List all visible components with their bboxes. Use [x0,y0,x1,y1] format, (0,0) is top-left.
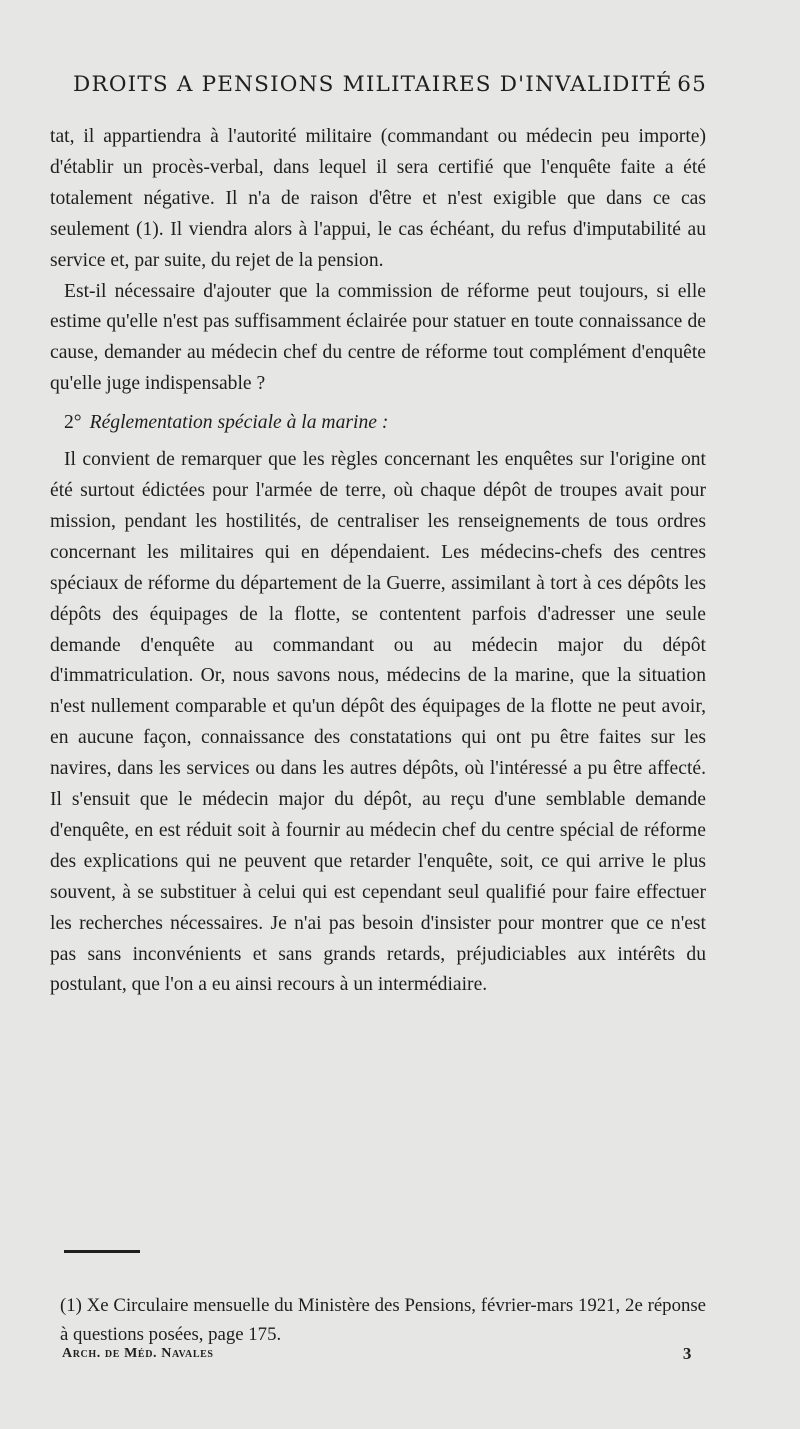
footnote: (1) Xe Circulaire mensuelle du Ministère des Pensions, février-mars 1921, 2e réponse à questions posées, page 175. [60,1294,706,1345]
paragraph-commission: Est-il nécessaire d'ajouter que la commission de réforme peut toujours, si elle estime qu'elle n'est pas suffisamment éclairée pour statuer en toute connaissance de cause, demander au médecin chef du centre de réforme tout complément d'enquête qu'elle juge indispensable ? [50,280,706,395]
section-number: 2° [64,412,82,434]
page-footer [62,1346,698,1362]
section-title: Réglementation spéciale à la marine : [89,412,389,434]
page-number: 65 [677,72,707,97]
journal-name: Arch. de Méd. Navales [62,1346,214,1361]
section-heading [50,408,706,439]
footnote-separator [64,1250,140,1253]
running-title: DROITS A PENSIONS MILITAIRES D'INVALIDITÉ [73,72,673,97]
paragraph-marine: Il convient de remarquer que les règles concernant les enquêtes sur l'origine ont été surtout édictées pour l'armée de terre, où chaque dépôt de troupes avait pour mission, pendant les hostilités, de centraliser les renseignements de tous ordres concernant les militaires qui en dépendaient. Les médecins-chefs des centres spéciaux de réforme du département de la Guerre, assimilant à tort à ces dépôts les dépôts des équipages de la flotte, se contentent parfois d'adresser une seule demande d'enquête au commandant ou au médecin major du dépôt d'immatriculation. Or, nous savons nous, médecins de la marine, que la situation n'est nullement comparable et qu'un dépôt des équipages de la flotte ne peut avoir, en aucune façon, connaissance des constatations qui ont pu être faites sur les navires, dans les services ou dans les autres dépôts, où l'intéressé a pu être affecté. Il s'ensuit que le médecin major du dépôt, au reçu d'une semblable demande d'enquête, en est réduit soit à fournir au médecin chef du centre spécial de réforme des explications qui ne peuvent que retarder l'enquête, soit, ce qui arrive le plus souvent, à se substituer à celui qui est cependant seul qualifié pour faire effectuer les recherches nécessaires. Je n'ai pas besoin d'insister pour montrer que ce n'est pas sans inconvénients et sans grands retards, préjudiciables aux intérêts du postulant, que l'on a eu ainsi recours à un intermédiaire. [50,449,706,996]
paragraph-continuation: tat, il appartiendra à l'autorité militaire (commandant ou médecin peu importe) d'établir un procès-verbal, dans lequel il sera certifié que l'enquête faite a été totalement négative. Il n'a de raison d'être et n'est exigible que dans ce cas seulement (1). Il viendra alors à l'appui, le cas échéant, du refus d'imputabilité au service et, par suite, du rejet de la pension. [50,126,706,271]
body-text [50,122,706,1001]
signature-mark: 3 [682,1344,692,1363]
